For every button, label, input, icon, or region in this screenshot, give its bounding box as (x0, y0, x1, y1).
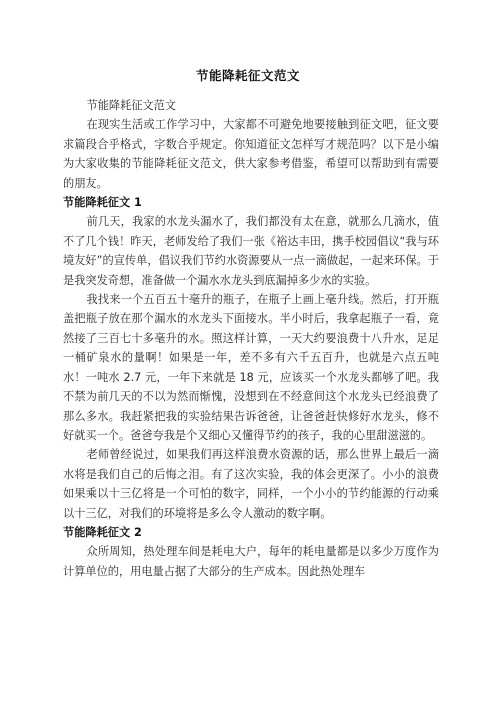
section-heading-1: 节能降耗征文 1 (63, 196, 142, 210)
section-1-paragraph-1: 前几天，我家的水龙头漏水了，我们都没有太在意，就那么几滴水，值不了几个钱！昨天，老师发给了我们一张《裕达丰田，携手校园倡议“我与环境友好”的宣传单，倡议我们节约水资源要从一点一滴做起，一起来环保。于是我突发奇想，准备做一个漏水水龙头到底漏掉多少水的实验。 (63, 215, 439, 287)
section-1-paragraph-3: 老师曾经说过，如果我们再这样浪费水资源的话，那么世界上最后一滴水将是我们自己的后悔之泪。有了这次实验，我的体会更深了。小小的浪费如果乘以十三亿将是一个可怕的数字，同样，一个小小的节约能源的行动乘以十三亿，对我们的环境将是多么令人激动的数字啊。 (63, 448, 439, 520)
document-body (63, 96, 439, 581)
section-heading-2: 节能降耗征文 2 (63, 525, 142, 539)
document-title: 节能降耗征文范文 (195, 68, 300, 83)
section-1-paragraph-2: 我找来一个五百五十毫升的瓶子，在瓶子上画上毫升线。然后，打开瓶盖把瓶子放在那个漏水的水龙头下面接水。半小时后，我拿起瓶子一看，竟然接了三百七十多毫升的水。照这样计算，一天大约要浪费十八升水，足足一桶矿泉水的量啊！如果是一年，差不多有六千五百升，也就是六点五吨水！一吨水 2.7 元，一年下来就是 18 元，应该买一个水龙头都够了吧。我不禁为前几天的不以为然而惭愧，没想到在不经意间这个水龙头已经浪费了那么多水。我赶紧把我的实验结果告诉爸爸，让爸爸赶快修好水龙头，修不好就买一个。爸爸夸我是个又细心又懂得节约的孩子，我的心里甜滋滋的。 (63, 293, 439, 442)
intro-paragraph: 在现实生活或工作学习中，大家都不可避免地要接触到征文吧，征文要求篇段合乎格式，字数合乎规定。你知道征文怎样写才规范吗？以下是小编为大家收集的节能降耗征文范文，供大家参考借鉴，希望可以帮助到有需要的朋友。 (63, 118, 439, 190)
section-2-paragraph-1: 众所周知，热处理车间是耗电大户，每年的耗电量都是以多少万度作为计算单位的，用电量占据了大部分的生产成本。因此热处理车 (63, 545, 439, 578)
document-subtitle: 节能降耗征文范文 (86, 99, 177, 112)
